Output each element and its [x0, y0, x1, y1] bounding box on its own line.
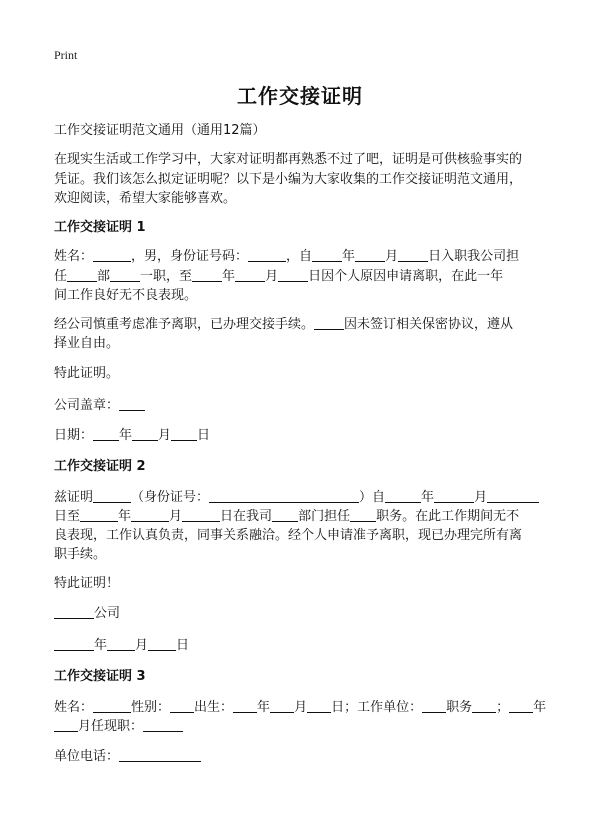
cert1-line-4: 经公司慎重考虑准予离职，已办理交接手续。 因未签订相关保密协议，遵从 [54, 317, 514, 332]
cert1-date: 日期： 年 月 日 [54, 428, 211, 443]
cert1-line-5: 择业自由。 [54, 336, 120, 351]
intro-line-3: 欢迎阅读，希望大家能够喜欢。 [54, 191, 237, 206]
cert1-heading: 工作交接证明 1 [54, 220, 146, 235]
cert3-heading: 工作交接证明 3 [54, 669, 146, 684]
cert2-line-4: 职手续。 [54, 547, 107, 562]
page-title: 工作交接证明 [237, 84, 363, 108]
intro-line-2: 凭证。我们该怎么拟定证明呢？以下是小编为大家收集的工作交接证明范文通用， [54, 172, 523, 187]
intro-line-1: 在现实生活或工作学习中，大家对证明都再熟悉不过了吧，证明是可供核验事实的 [54, 152, 523, 167]
cert1-line-3: 间工作良好无不良表现。 [54, 288, 198, 303]
cert3-phone: 单位电话： [54, 747, 201, 767]
subtitle: 工作交接证明范文通用（通用12篇） [54, 123, 266, 138]
cert2-line-1: 兹证明 （身份证号： ）自 年 月 [54, 488, 539, 508]
cert2-line-2: 日至 年 月 日在我司 部门担任 职务。在此工作期间无不 [54, 509, 520, 524]
cert2-heading: 工作交接证明 2 [54, 459, 146, 474]
cert1-special: 特此证明。 [54, 366, 120, 381]
cert2-special: 特此证明！ [54, 576, 120, 591]
cert2-company: 公司 [54, 604, 120, 624]
cert2-date: 年 月 日 [54, 636, 189, 656]
print-link[interactable]: Print [54, 48, 78, 62]
cert1-line-2: 任 部 一职，至 年 月 日因个人原因申请离职，在此一年 [54, 269, 504, 284]
cert1-line-1: 姓名： ，男，身份证号码： ，自 年 月 日入职我公司担 [54, 249, 520, 264]
cert1-seal: 公司盖章： [54, 396, 145, 416]
cert2-line-3: 良表现，工作认真负责，同事关系融洽。经个人申请准予离职，现已办理完所有离 [54, 528, 523, 543]
cert3-line-2: 月任现职： [54, 717, 183, 737]
cert3-line-1: 姓名： 性别： 出生： 年 月 日；工作单位： 职务 ； 年 [54, 700, 547, 715]
